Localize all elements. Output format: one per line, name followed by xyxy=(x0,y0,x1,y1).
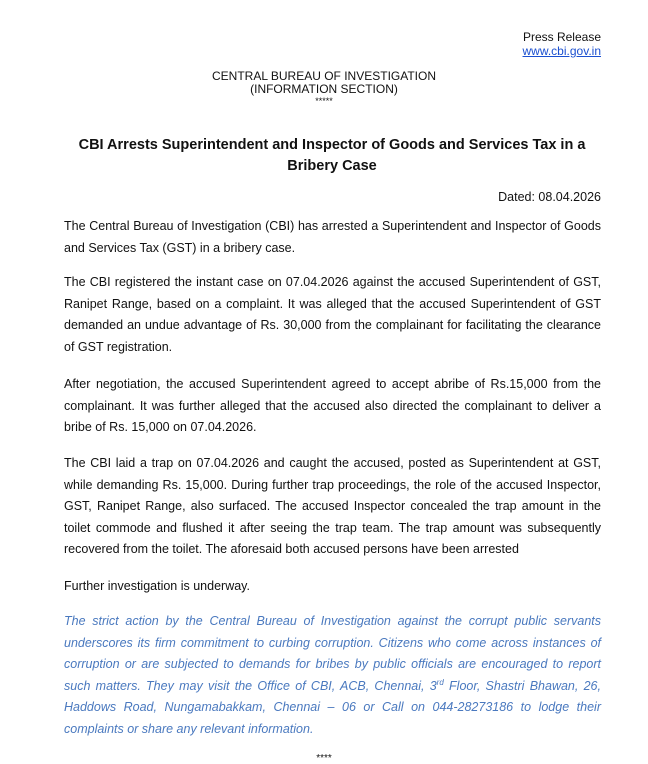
website-link[interactable]: www.cbi.gov.in xyxy=(522,44,601,58)
paragraph-intro: The Central Bureau of Investigation (CBI) has arrested a Superintendent and Inspector of Goods and Services Tax (GST) in a bribery case. xyxy=(64,219,601,255)
release-header xyxy=(523,30,601,58)
paragraph-negotiation: After negotiation, the accused Superintendent agreed to accept abribe of Rs.15,000 from the complainant. It was further alleged that the accused also directed the complainant to deliver a bribe of Rs. 15,000 on 07.04.2026. xyxy=(64,377,601,434)
release-date: Dated: 08.04.2026 xyxy=(498,190,601,204)
paragraph-investigation: Further investigation is underway. xyxy=(64,579,250,593)
paragraph-trap: The CBI laid a trap on 07.04.2026 and caught the accused, posted as Superintendent at GST, while demanding Rs. 15,000. During further trap proceedings, the role of the accused Inspector, GST, Ranipet Range, also surfaced. The accused Inspector concealed the trap amount in the toilet commode and flushed it after seeing the trap team. The trap amount was subsequently recovered from the toilet. The aforesaid both accused persons have been arrested xyxy=(64,456,601,556)
paragraph-case-registration: The CBI registered the instant case on 07.04.2026 against the accused Superintendent of GST, Ranipet Range, based on a complaint. It was alleged that the accused Superintendent of GST demanded an undue advantage of Rs. 30,000 from the complainant for facilitating the clearance of GST registration. xyxy=(64,275,601,354)
header-divider: ***** xyxy=(315,96,333,106)
paragraph-public-appeal xyxy=(64,611,601,740)
appeal-text-part2: Floor, Shastri Bhawan, 26, Haddows Road, Nungamabakkam, Chennai – 06 or Call on 044-28273186 to lodge their complaints or share any relevant information. xyxy=(64,678,601,736)
page-title: CBI Arrests Superintendent and Inspector of Goods and Services Tax in a Bribery Case xyxy=(78,137,586,174)
appeal-text-part1: The strict action by the Central Bureau of Investigation against the corrupt public servants underscores its firm commitment to curbing corruption. Citizens who come across instances of corruption or are subjected to demands for bribes by public officials are encouraged to report such matters. They may visit the Office of CBI, ACB, Chennai, 3 xyxy=(64,614,601,693)
organization-name: CENTRAL BUREAU OF INVESTIGATION xyxy=(211,69,437,83)
organization-block xyxy=(0,70,648,106)
closing-divider: **** xyxy=(316,753,332,764)
floor-ordinal-suffix: rd xyxy=(436,677,444,687)
organization-section: (INFORMATION SECTION) xyxy=(250,82,398,96)
press-release-label: Press Release xyxy=(522,30,601,44)
